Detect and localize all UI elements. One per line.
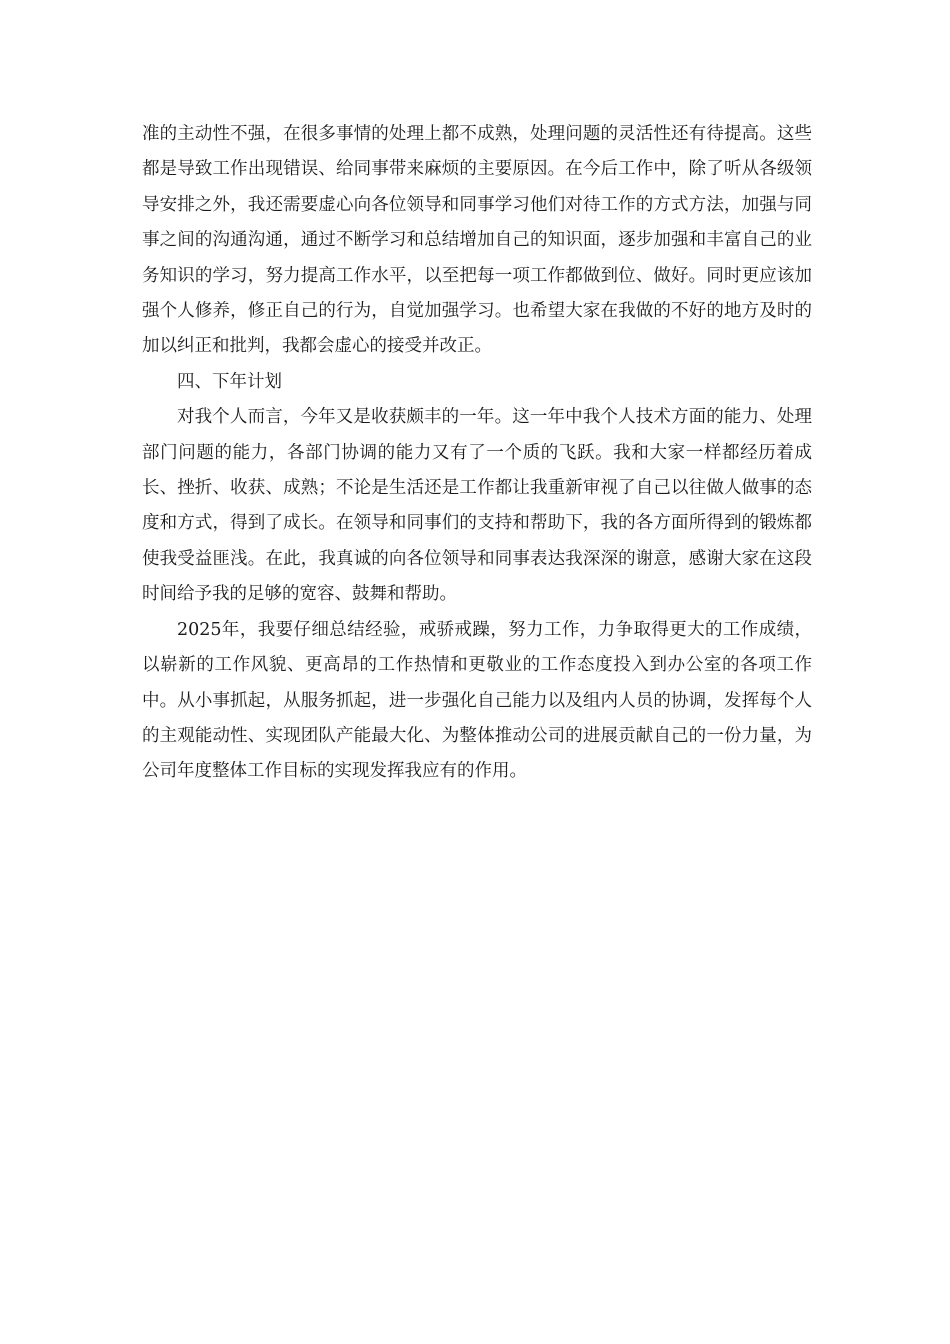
section-heading-next-year-plan: 四、下年计划: [177, 371, 282, 392]
paragraph-2025-plan: 2025年，我要仔细总结经验，戒骄戒躁，努力工作，力争取得更大的工作成绩，以崭新的工作风貌、更高昂的工作热情和更敬业的工作态度投入到办公室的各项工作中。从小事抓起，从服务抓起，进一步强化自己能力以及组内人员的协调，发挥每个人的主观能动性、实现团队产能最大化、为整体推动公司的进展贡献自己的一份力量，为公司年度整体工作目标的实现发挥我应有的作用。: [142, 619, 812, 782]
paragraph-personal-review: 对我个人而言，今年又是收获颇丰的一年。这一年中我个人技术方面的能力、处理部门问题的能力，各部门协调的能力又有了一个质的飞跃。我和大家一样都经历着成长、挫折、收获、成熟；不论是生活还是工作都让我重新审视了自己以往做人做事的态度和方式，得到了成长。在领导和同事们的支持和帮助下，我的各方面所得到的锻炼都使我受益匪浅。在此，我真诚的向各位领导和同事表达我深深的谢意，感谢大家在这段时间给予我的足够的宽容、鼓舞和帮助。: [142, 407, 812, 605]
paragraph-continuation: 准的主动性不强，在很多事情的处理上都不成熟，处理问题的灵活性还有待提高。这些都是导致工作出现错误、给同事带来麻烦的主要原因。在今后工作中，除了听从各级领导安排之外，我还需要虚心向各位领导和同事学习他们对待工作的方式方法，加强与同事之间的沟通沟通，通过不断学习和总结增加自己的知识面，逐步加强和丰富自己的业务知识的学习，努力提高工作水平，以至把每一项工作都做到位、做好。同时更应该加强个人修养，修正自己的行为，自觉加强学习。也希望大家在我做的不好的地方及时的加以纠正和批判，我都会虚心的接受并改正。: [142, 124, 812, 357]
document-body: [142, 117, 812, 790]
